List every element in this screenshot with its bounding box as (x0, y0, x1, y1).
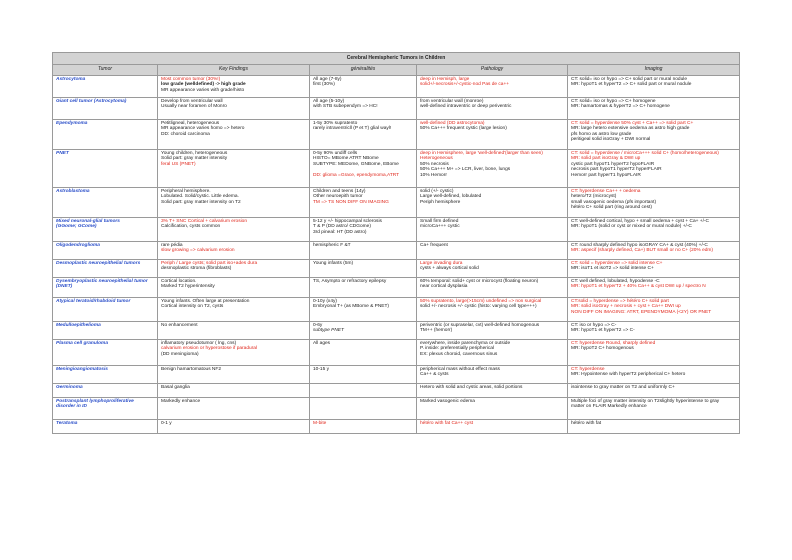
tumor-cell (53, 120, 158, 150)
cell-line: Young infants (5m) (313, 261, 354, 266)
cell-line: microCa+++ cystic (420, 224, 460, 230)
column-header-key-findings: Key Findings (158, 65, 310, 76)
cell-line: TM => TS NON DIFF ON IMAGING (313, 199, 389, 205)
cell-line: necrosis part hypoT1 hyperT2 hyperFLAIR (571, 167, 662, 173)
cell-line: MR: aspecif (sharply defined, Ca+) BUT small or no C+ (20% edm) (571, 248, 714, 254)
cell-line: MR appearance varies homo => hetero (161, 126, 245, 132)
cell-line: 0-10y (x4y) (313, 299, 337, 304)
cell-line: Develop from ventricular wall (161, 99, 223, 104)
table-row (53, 298, 740, 322)
cell-line: Oligodendroglioma (56, 243, 100, 248)
column-header-generalites: généralités (310, 65, 417, 76)
column-header-pathology: Pathology (417, 65, 568, 76)
cell-line: hétéro with fat Ca++ cyst (420, 421, 474, 426)
generalites-cell (310, 278, 417, 298)
cell-line: Most common tumor (30%!) (161, 77, 221, 82)
cell-line: Astrocytoma (56, 77, 86, 82)
cell-line: P. inside: preferentially peripherical (420, 346, 495, 352)
cell-line: peritigeal solid isoGray + DWI normal (571, 137, 651, 143)
pathology-cell (417, 340, 568, 366)
tumor-cell (53, 322, 158, 340)
cell-line: hemispheric F &T (313, 243, 351, 248)
table-row (53, 420, 740, 434)
generalites-cell (310, 260, 417, 278)
cell-line: DD: choroid carcinoma (161, 131, 210, 137)
cell-line: Lobulated. Solid/cystic. Little edema. (161, 194, 239, 200)
key-findings-cell (158, 242, 310, 260)
cell-line: 50% necrosis (420, 161, 449, 167)
pathology-cell (417, 298, 568, 322)
imaging-cell (568, 340, 740, 366)
imaging-cell (568, 218, 740, 242)
table-row (53, 120, 740, 150)
cell-line: cystic part hypoT1 hyperT2 hypoFLAIR (571, 161, 655, 167)
cell-line: (DNET) (56, 284, 73, 290)
cell-line: periventric (or supraselar, cvt) well-defined homogenous (420, 323, 540, 328)
key-findings-cell (158, 420, 310, 434)
cell-line: Teratoma (56, 421, 78, 426)
cell-line: pfs homo as astro low grade (571, 131, 632, 137)
key-findings-cell (158, 398, 310, 420)
imaging-cell (568, 76, 740, 98)
cell-line: 50% supratento, large(>15cm) undefined => non surgical (420, 299, 542, 304)
cell-line: rare pédia (161, 243, 183, 248)
cell-line: small vasogenic oedema (pfs important) (571, 199, 657, 205)
generalites-cell (310, 322, 417, 340)
cell-line: (DD meningioma) (161, 351, 199, 357)
cell-line: 3% T+ SNC Cortical + calvarium erosion (161, 219, 248, 224)
cell-line: solid +/- necrosis +/- cystic (histo: varying cell type+++) (420, 304, 537, 310)
cell-line: 0-5y 90% undiff cells (313, 151, 358, 156)
cell-line (313, 385, 413, 390)
generalites-cell (310, 188, 417, 218)
pathology-cell (417, 366, 568, 384)
key-findings-cell (158, 218, 310, 242)
cell-line: CT: well-defined cortical, hypo + small oedema + cyst + Ca+ +/-C (571, 219, 709, 224)
cell-line: inflamatory pseudotumor ( lng, cns) (161, 341, 237, 346)
cell-line: solid+/-necrosis+/-cystic-nod Pas de ca++ (420, 82, 510, 88)
key-findings-cell (158, 260, 310, 278)
pathology-cell (417, 278, 568, 298)
cell-line: 60% temporal: solid+ cyst or microcyst (floating neuron) (420, 279, 539, 284)
table-row (53, 150, 740, 188)
cell-line: solid (+/- cystic) (420, 189, 454, 194)
key-findings-cell (158, 298, 310, 322)
cell-line: isointense to gray matter on T2 and uniformly C+ (571, 385, 675, 390)
cell-line: Basal ganglia (161, 385, 190, 390)
cell-line: (GGome; GCome) (56, 224, 97, 230)
cell-line: Germinoma (56, 385, 83, 390)
cell-line: Dysembryoplastic neuroepithelial tumor (56, 279, 148, 284)
cell-line: desmoplastic stroma (fibroblasts) (161, 266, 232, 272)
cell-line: Hemorr part hyperT1 hypoFLAIR (571, 172, 641, 178)
cell-line: CT: solid = hyperdense / microCa+++ solid C+ (homo/heterogeneous) (571, 151, 719, 156)
table-row (53, 98, 740, 120)
cell-line: Markedly enhance (161, 399, 201, 404)
generalites-cell (310, 98, 417, 120)
cell-line: MR: hamartomas & hyperT2 => C+ homogene (571, 104, 670, 110)
cell-line: Medulloepithelioma (56, 323, 101, 328)
cell-line: Cortical intensity on T2, cysts (161, 304, 224, 310)
cell-line: peripherical mass without effect mass (420, 367, 500, 372)
imaging-cell (568, 398, 740, 420)
cell-line: feral US (PNET) (161, 161, 196, 167)
cell-line: Small firm defined (420, 219, 459, 224)
cell-line: Calcification, cysts common (161, 224, 221, 230)
pathology-cell (417, 98, 568, 120)
cell-line: CT: solid = hyperdense 50% cyst + Ca++ => solid part C+ (571, 121, 694, 126)
cell-line: Ca++ & cysts (420, 372, 449, 378)
imaging-cell (568, 322, 740, 340)
tumor-cell (53, 150, 158, 188)
cell-line: No enhancement (161, 323, 198, 328)
key-findings-cell (158, 76, 310, 98)
tumor-cell (53, 384, 158, 398)
cell-line: 10-15 y (313, 367, 329, 372)
cell-line: Desmoplastic neuroepithelial tumors (56, 261, 141, 266)
generalites-cell (310, 218, 417, 242)
cell-line: Other neuroepith tumor (313, 194, 363, 200)
pathology-cell (417, 384, 568, 398)
table-row (53, 322, 740, 340)
pathology-cell (417, 322, 568, 340)
imaging-cell (568, 242, 740, 260)
cell-line: MR: isoT1 et isoT2 => solid intense C+ (571, 266, 654, 272)
cell-line: Hetero with solid and cystic areas, solid portions (420, 385, 523, 390)
imaging-cell (568, 366, 740, 384)
cell-line: calvarium erosion or hyperostose if paradural (161, 346, 257, 352)
imaging-cell (568, 260, 740, 278)
cell-line: well-defined (DD astrocytoma) (420, 121, 485, 126)
generalites-cell (310, 120, 417, 150)
cell-line: rarely intraventricll (P et T) glial wayl! (313, 126, 392, 132)
tumor-cell (53, 260, 158, 278)
cell-line: Young children, heterogeneous (161, 151, 228, 156)
pathology-cell (417, 120, 568, 150)
cell-line: MR: Hypointense with hyperT2 peripherical C+ hetero (571, 372, 686, 378)
generalites-cell (310, 76, 417, 98)
cell-line: Solid part: gray matter intensity on T2 (161, 199, 241, 205)
cell-line: 1-5y 30% supratento (313, 121, 358, 126)
cell-line: from ventricular wall (monroe) (420, 99, 484, 104)
cell-line: Cortical location. (161, 279, 197, 284)
generalites-cell (310, 150, 417, 188)
tumor-cell (53, 98, 158, 120)
cell-line: Periph hemisphere (420, 199, 461, 205)
key-findings-cell (158, 150, 310, 188)
cell-line: Meningioangiomatosis (56, 367, 108, 372)
cell-line: slow growing => calvarium erosion (161, 248, 235, 254)
cell-line: 0-1 y (161, 421, 172, 426)
cell-line: CT: hyperdense Ca++ + oedema (571, 189, 641, 194)
cell-line: SUBTYPE: MEDome, GNBome, EBome (313, 161, 399, 167)
cell-line: deep in Hemisph, large (420, 77, 470, 82)
generalites-cell (310, 298, 417, 322)
cell-line: Heterogeneous (420, 156, 453, 162)
cell-line: Periph / Large cysts; solid part iso+ades dura (161, 261, 258, 266)
cell-line: MR: large hetero extensive oedema as astro high grade (571, 126, 690, 132)
tumor-table (52, 52, 740, 434)
table-row (53, 76, 740, 98)
pathology-cell (417, 420, 568, 434)
cell-line: MR: hypoT2 C+ homogenous (571, 346, 634, 352)
cell-line: Embryonal T+ (as MBome & PNET) (313, 304, 390, 310)
cell-line: 50% Ca+++ frequent cystic (large lesion) (420, 126, 507, 132)
imaging-cell (568, 188, 740, 218)
imaging-cell (568, 420, 740, 434)
cell-line: Multiple foci of gray matter intensity on T2slightly hyperintense to gray (571, 399, 720, 404)
cell-line: Petitligneal, heterogeneous (161, 121, 220, 126)
cell-line: All age (5-10y) (313, 99, 345, 104)
key-findings-cell (158, 384, 310, 398)
cell-line: Atypical teratoid/rhabdoid tumor (56, 299, 131, 304)
imaging-cell (568, 98, 740, 120)
cell-line: Children and teens (14y) (313, 189, 366, 194)
cell-line: Postransplant lymphoproliferative (56, 399, 134, 404)
cell-line: MR: hypoT1 et hyperT2 => C+ solid part or mural nodule (571, 82, 692, 88)
key-findings-cell (158, 98, 310, 120)
tumor-cell (53, 366, 158, 384)
tumor-cell (53, 278, 158, 298)
cell-line: DD: glioma =Grace, ependymoma,ATRT (313, 172, 400, 178)
cell-line: matter on FLAIR Markedly enhance (571, 404, 647, 410)
cell-line: MR: hypoT1 (solid or cyst or mixed or mural nodule) +/-C (571, 224, 692, 230)
imaging-cell (568, 384, 740, 398)
cell-line: Astroblastoma (56, 189, 90, 194)
table-body (53, 76, 740, 434)
table-row (53, 218, 740, 242)
generalites-cell (310, 420, 417, 434)
cell-line: T & P (DD astro/ CDGome) (313, 224, 371, 230)
cell-line: CT: solid = hyperdense => solid intense C+ (571, 261, 663, 266)
cell-line: CT: hyperdense Round, sharply defined (571, 341, 656, 346)
cell-line: NON DIFF ON IMAGING: ATRT, EPENDYMOMA (<2Y) OR PNET (571, 309, 712, 315)
cell-line: Mixed neuronal-glial tumors (56, 219, 120, 224)
cell-line: M-bite (313, 421, 327, 426)
cell-line: CT: solid= iso or hypo => C+ homogene (571, 99, 656, 104)
tumor-cell (53, 420, 158, 434)
cell-line: EX: plexus choroid, cavernous sinus (420, 351, 498, 357)
cell-line: MR: hypoT1 et hyperT2 + 40% Ca++ & cyst DWI up / spectro N (571, 284, 706, 290)
cell-line: MR: solid isoGray + necrosis + cyst + Ca++ DWI up (571, 304, 681, 310)
cell-line: Peripheral hemisphere. (161, 189, 211, 194)
cell-line: 10% Hemorr (420, 172, 447, 178)
table-row (53, 278, 740, 298)
cell-line: MR: hypoT1 et hyperT2 => C- (571, 328, 635, 334)
table-row (53, 242, 740, 260)
table-row (53, 398, 740, 420)
pathology-cell (417, 218, 568, 242)
imaging-cell (568, 278, 740, 298)
table-title: Cerebral Hemispheric Tumors in Children (53, 53, 740, 65)
column-header-imaging: Imaging (568, 65, 740, 76)
cell-line (313, 399, 413, 404)
cell-line: HISTO= MBome ATRT NBome (313, 156, 379, 162)
table-row (53, 188, 740, 218)
cell-line: 0-6y (313, 323, 323, 328)
key-findings-cell (158, 340, 310, 366)
cell-line: well-defined intraventric or deep periventric (420, 104, 512, 110)
imaging-cell (568, 120, 740, 150)
cell-line: Large invading dura (420, 261, 463, 266)
cell-line: PNET (56, 151, 69, 156)
cell-line: deep in Hemisphere, large 'well-defined'(larger than seen) (420, 151, 543, 156)
cell-line: CT: hyperdense (571, 367, 605, 372)
tumor-cell (53, 188, 158, 218)
key-findings-cell (158, 120, 310, 150)
key-findings-cell (158, 188, 310, 218)
cell-line: Plasma cell granuloma (56, 341, 108, 346)
cell-line: CT: iso or hypo => C- (571, 323, 617, 328)
pathology-cell (417, 150, 568, 188)
cell-line: MR: solid part isoGray & DWI up (571, 156, 641, 162)
tumor-cell (53, 398, 158, 420)
cell-line: near cortical dysplasia (420, 284, 468, 290)
generalites-cell (310, 340, 417, 366)
cell-line: Usually near foramen of Monro (161, 104, 227, 110)
column-header-tumor: Tumor (53, 65, 158, 76)
cell-line: TM++ (hemorr) (420, 328, 453, 334)
summary-sheet (52, 52, 739, 434)
tumor-cell (53, 76, 158, 98)
cell-line: Marked T2 hyperintensity (161, 284, 215, 290)
cell-line: hétéro C+ solid part (ring around cest) (571, 205, 652, 211)
cell-line: 3rd pineal: HT (DD astro) (313, 229, 367, 235)
cell-line: low grade (welldefined) -> high grade (161, 82, 246, 88)
table-row (53, 384, 740, 398)
key-findings-cell (158, 322, 310, 340)
cell-line: Large well-defined, lobulated (420, 194, 482, 200)
tumor-cell (53, 340, 158, 366)
cell-line: Giant cell tumor (Astrocytoma) (56, 99, 127, 104)
pathology-cell (417, 260, 568, 278)
table-row (53, 340, 740, 366)
tumor-cell (53, 218, 158, 242)
cell-line: TS, Asympto or refractory epilepsy (313, 279, 387, 284)
cell-line: All age (7-8y) (313, 77, 342, 82)
cell-line: CT:solid = hyperdense => hétéro C+ solid part (571, 299, 669, 304)
table-row (53, 366, 740, 384)
cell-line: with STB subependym => HC! (313, 104, 378, 110)
cell-line: Marked vasogenic edema (420, 399, 475, 404)
cell-line: Young infants. Often large at presentation (161, 299, 250, 304)
pathology-cell (417, 398, 568, 420)
pathology-cell (417, 76, 568, 98)
cell-line: MR appearance varies with grade/histo (161, 87, 245, 93)
cell-line: disorder in ID (56, 404, 87, 410)
generalites-cell (310, 398, 417, 420)
generalites-cell (310, 242, 417, 260)
key-findings-cell (158, 366, 310, 384)
cell-line: Benign hamartomatous NF2 (161, 367, 221, 372)
cell-line: CT: solid= iso or hypo => C+ solid part or mural nodule (571, 77, 687, 82)
cell-line: Ca+ frequent (420, 243, 448, 248)
imaging-cell (568, 298, 740, 322)
pathology-cell (417, 242, 568, 260)
key-findings-cell (158, 278, 310, 298)
header-row (53, 65, 740, 76)
generalites-cell (310, 384, 417, 398)
cell-line: 5-12 y +/- hippocampal sclerosis (313, 219, 382, 224)
table-row (53, 260, 740, 278)
cell-line: hetero/T2 (microcyst) (571, 194, 617, 200)
tumor-cell (53, 242, 158, 260)
cell-line: Solid part: gray matter intensity (161, 156, 228, 162)
cell-line: subtype PNET (313, 328, 344, 334)
cell-line: All ages (313, 341, 331, 346)
cell-line: cysts + always cortical solid (420, 266, 479, 272)
cell-line: 50% Ca+++ M+ => LCR, liver, bone, lungs (420, 167, 511, 173)
imaging-cell (568, 150, 740, 188)
generalites-cell (310, 366, 417, 384)
tumor-cell (53, 298, 158, 322)
cell-line: Ependymoma (56, 121, 88, 126)
pathology-cell (417, 188, 568, 218)
cell-line: hétéro with fat (571, 421, 602, 426)
cell-line: CT: round sharply defined hypo isoGRAY CA+ & cyst (40%) +/-C (571, 243, 708, 248)
cell-line: everywhere, inside parenchyma or outside (420, 341, 511, 346)
cell-line: CT: well defined, lobulated, hypodense -C (571, 279, 660, 284)
cell-line: first (30%) (313, 82, 335, 88)
